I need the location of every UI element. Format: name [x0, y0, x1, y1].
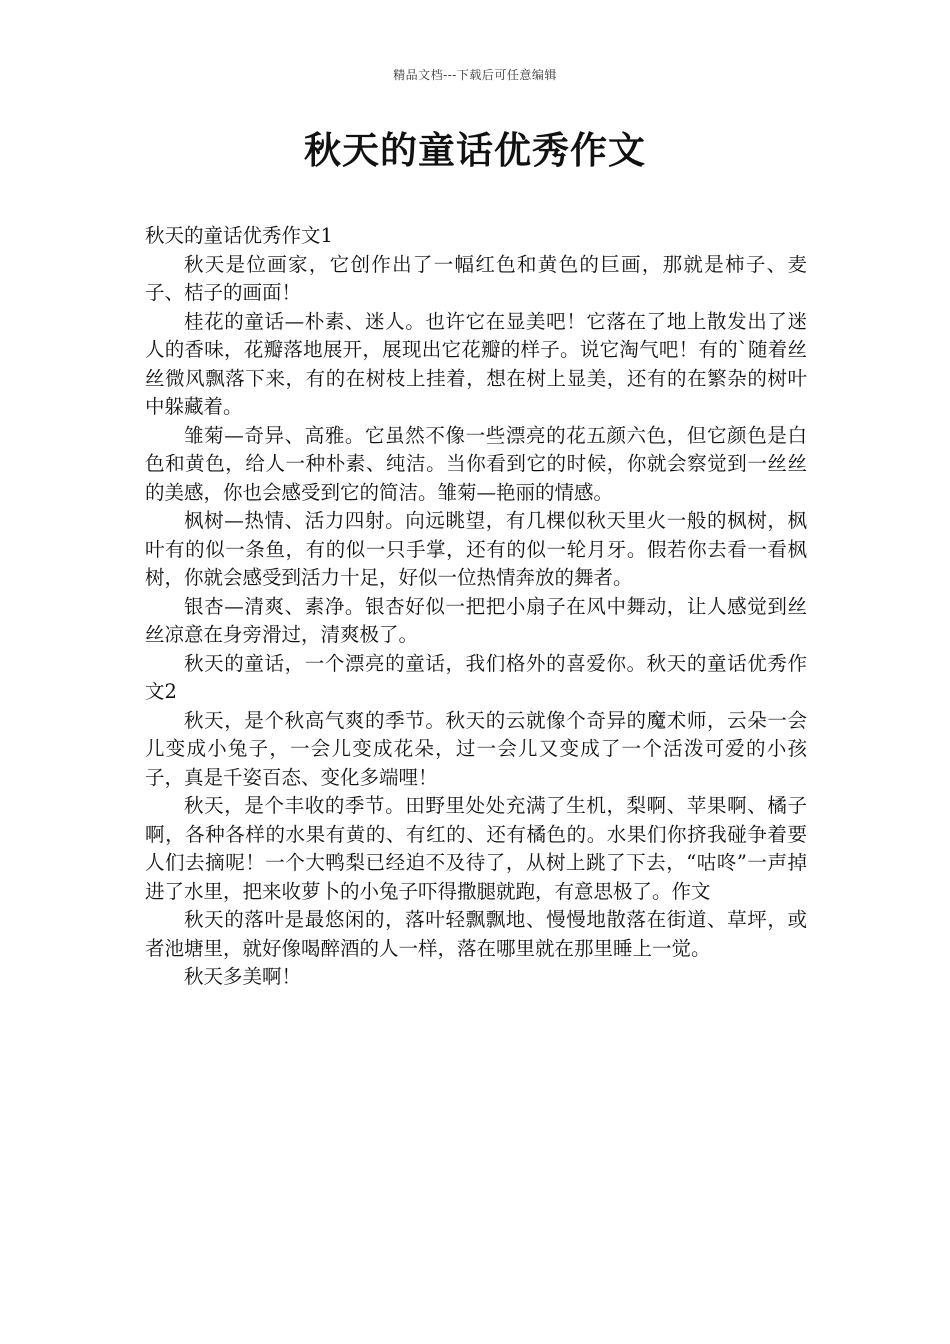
- paragraph: 秋天是位画家，它创作出了一幅红色和黄色的巨画，那就是柿子、麦子、桔子的画面！: [145, 252, 807, 304]
- paragraph: 雏菊—奇异、高雅。它虽然不像一些漂亮的花五颜六色，但它颜色是白色和黄色，给人一种朴素、纯洁。当你看到它的时候，你就会察觉到一丝丝的美感，你也会感受到它的简洁。雏菊—艳丽的情感。: [145, 423, 807, 504]
- document-title: 秋天的童话优秀作文: [304, 129, 646, 172]
- header-note: 精品文档---下载后可任意编辑: [393, 68, 557, 82]
- paragraph: 银杏—清爽、素净。银杏好似一把把小扇子在风中舞动，让人感觉到丝丝凉意在身旁滑过，清爽极了。: [145, 594, 807, 646]
- document-body: [145, 222, 807, 992]
- paragraph: 秋天的童话，一个漂亮的童话，我们格外的喜爱你。秋天的童话优秀作文2: [145, 651, 807, 703]
- paragraph: 桂花的童话—朴素、迷人。也许它在显美吧！它落在了地上散发出了迷人的香味，花瓣落地展开，展现出它花瓣的样子。说它淘气吧！有的`随着丝丝微风飘落下来，有的在树枝上挂着，想在树上显美，还有的在繁杂的树叶中躲藏着。: [145, 309, 807, 418]
- paragraph: 秋天的童话优秀作文1: [145, 224, 333, 247]
- paragraph: 秋天多美啊！: [184, 965, 302, 988]
- paragraph: 秋天的落叶是最悠闲的，落叶轻飘飘地、慢慢地散落在街道、草坪，或者池塘里，就好像喝醉酒的人一样，落在哪里就在那里睡上一觉。: [145, 908, 807, 960]
- paragraph: 枫树—热情、活力四射。向远眺望，有几棵似秋天里火一般的枫树，枫叶有的似一条鱼，有的似一只手掌，还有的似一轮月牙。假若你去看一看枫树，你就会感受到活力十足，好似一位热情奔放的舞者。: [145, 509, 807, 589]
- paragraph: 秋天，是个秋高气爽的季节。秋天的云就像个奇异的魔术师，云朵一会儿变成小兔子，一会儿变成花朵，过一会儿又变成了一个活泼可爱的小孩子，真是千姿百态、变化多端哩！: [145, 708, 807, 789]
- paragraph: 秋天，是个丰收的季节。田野里处处充满了生机，梨啊、苹果啊、橘子啊，各种各样的水果有黄的、有红的、还有橘色的。水果们你挤我碰争着要人们去摘呢！一个大鸭梨已经迫不及待了，从树上跳了下去，“咕咚”一声掉进了水里，把来收萝卜的小兔子吓得撒腿就跑，有意思极了。作文: [145, 794, 807, 903]
